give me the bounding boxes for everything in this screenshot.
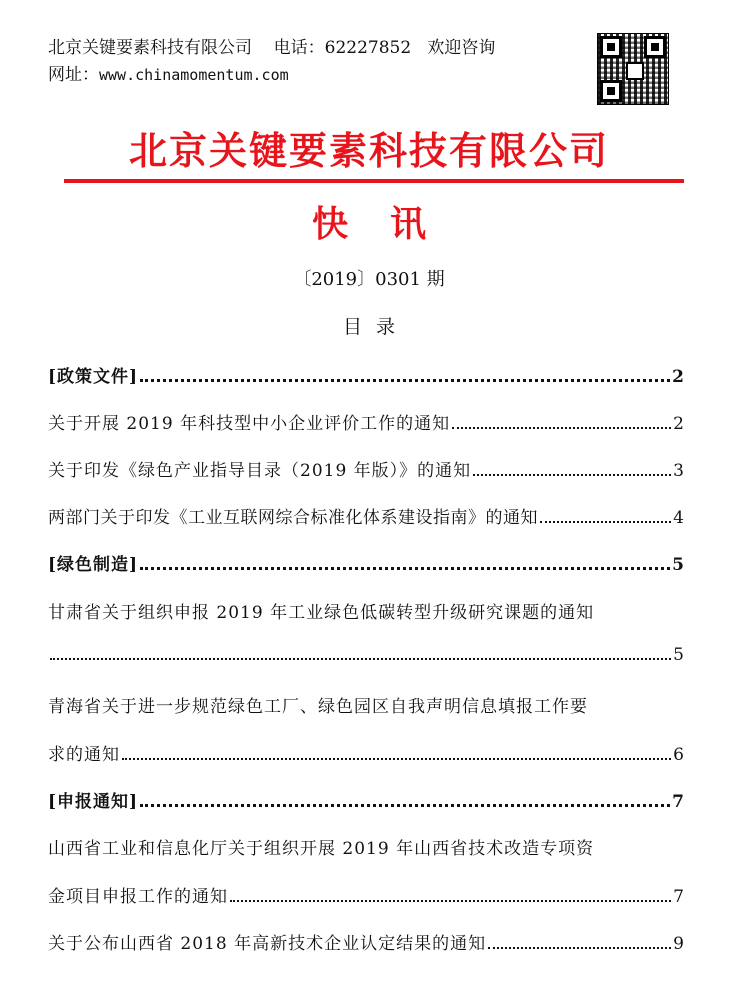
phone-number: 62227852 [324, 38, 412, 58]
phone-label: 电话： [273, 38, 325, 58]
qr-code-icon [597, 33, 669, 105]
toc-section-applications[interactable]: [申报通知] 7 [48, 792, 684, 812]
toc-page: 7 [672, 792, 684, 812]
header-company: 北京关键要素科技有限公司 [48, 38, 252, 58]
newsletter-title: 快讯 [311, 204, 468, 245]
website-link[interactable]: www.chinamomentum.com [99, 66, 289, 84]
red-divider [64, 179, 684, 183]
toc-page: 3 [673, 461, 684, 481]
toc-entry[interactable]: 关于印发《绿色产业指导目录（2019 年版）》的通知 3 [48, 461, 684, 481]
toc-entry-line1[interactable]: 青海省关于进一步规范绿色工厂、绿色园区自我声明信息填报工作要 [48, 697, 588, 717]
toc-section-green-manufacturing[interactable]: [绿色制造] 5 [48, 555, 684, 575]
consult-text: 欢迎咨询 [427, 38, 496, 58]
toc-heading: 目录 [342, 316, 409, 338]
toc-entry[interactable]: 关于开展 2019 年科技型中小企业评价工作的通知 2 [48, 414, 684, 434]
toc-page: 2 [672, 367, 684, 387]
toc-page: 9 [673, 934, 684, 954]
toc-page: 7 [673, 887, 684, 907]
company-title: 北京关键要素科技有限公司 [128, 129, 609, 173]
toc-entry[interactable]: 关于公布山西省 2018 年高新技术企业认定结果的通知 9 [48, 934, 684, 954]
toc-entry[interactable]: 求的通知 6 [48, 745, 684, 765]
toc-section-policy[interactable]: [政策文件] 2 [48, 367, 684, 387]
header-contact-line [48, 33, 495, 58]
toc-page: 5 [673, 645, 684, 665]
toc-entry-line1[interactable]: 甘肃省关于组织申报 2019 年工业绿色低碳转型升级研究课题的通知 [48, 603, 595, 623]
toc-page: 6 [673, 745, 684, 765]
toc-entry[interactable]: 两部门关于印发《工业互联网综合标准化体系建设指南》的通知 4 [48, 508, 684, 528]
toc-entry[interactable]: 金项目申报工作的通知 7 [48, 887, 684, 907]
toc-page: 5 [672, 555, 684, 575]
header-website-line [48, 60, 289, 85]
issue-number: 〔2019〕0301 期 [293, 269, 445, 290]
toc-entry[interactable] [48, 645, 684, 665]
toc-entry-line1[interactable]: 山西省工业和信息化厅关于组织开展 2019 年山西省技术改造专项资 [48, 839, 595, 859]
toc-page: 4 [673, 508, 684, 528]
toc-page: 2 [673, 414, 684, 434]
website-label: 网址： [48, 65, 99, 85]
